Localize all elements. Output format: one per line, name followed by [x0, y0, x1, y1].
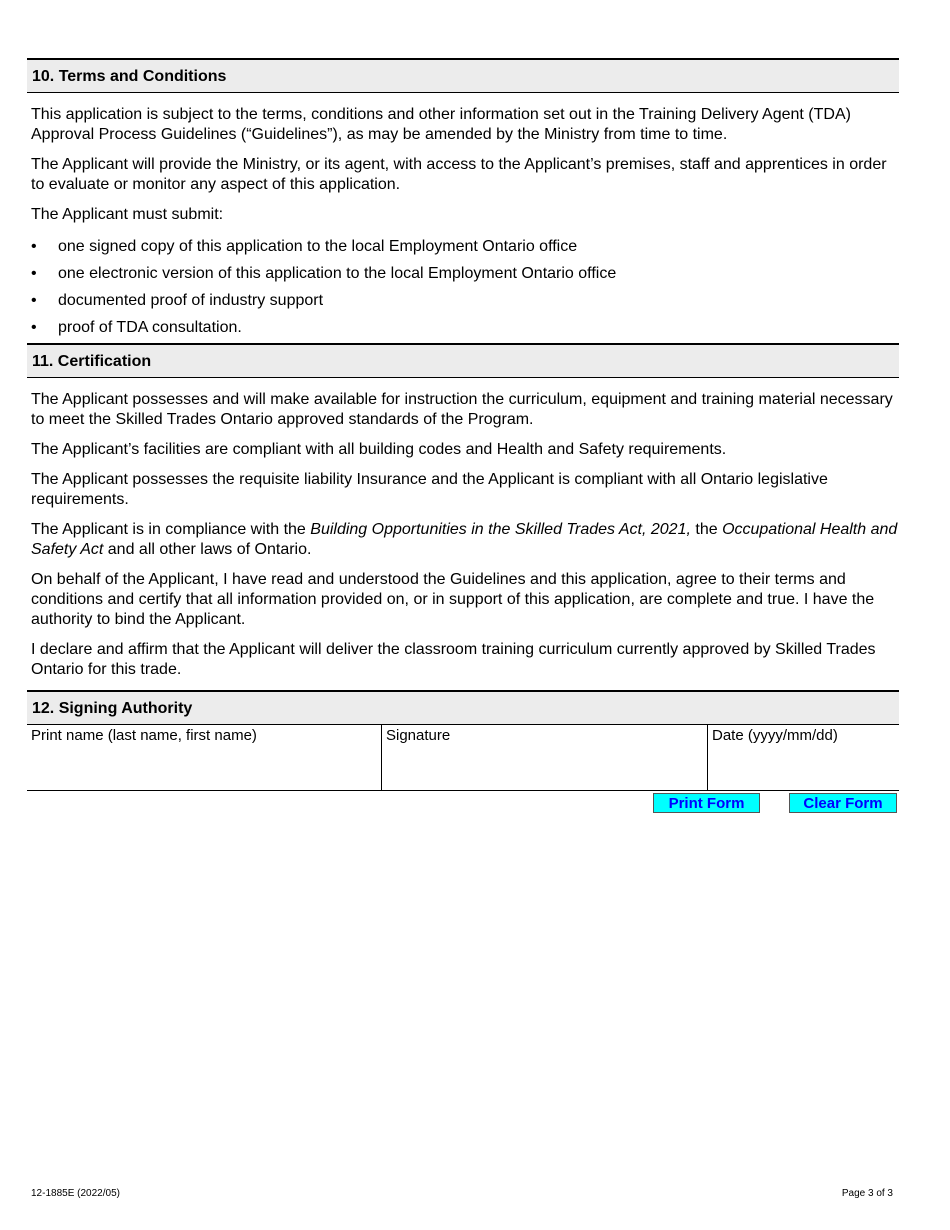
act-name-skilled-trades: Building Opportunities in the Skilled Trades Act, 2021,: [310, 521, 691, 538]
print-form-button[interactable]: Print Form: [653, 793, 760, 813]
bullet-icon: •: [31, 319, 37, 336]
signing-authority-row: [27, 725, 899, 791]
bullet-icon: •: [31, 292, 37, 309]
signature-field[interactable]: [382, 725, 708, 790]
clear-form-button[interactable]: Clear Form: [789, 793, 897, 813]
certification-paragraph-4: The Applicant is in compliance with the Building Opportunities in the Skilled Trades Act, 2021, the Occupational Health and Safety Act and all other laws of Ontario.: [31, 521, 898, 558]
print-name-label: Print name (last name, first name): [31, 727, 257, 744]
form-page: [27, 58, 899, 817]
bullet-icon: •: [31, 265, 37, 282]
form-code: 12-1885E (2022/05): [31, 1188, 120, 1199]
section-11-header: 11. Certification: [27, 343, 899, 378]
bullet-icon: •: [31, 238, 37, 255]
certification-paragraph-6: I declare and affirm that the Applicant will deliver the classroom training curriculum currently approved by Skilled Trades Ontario for this trade.: [31, 641, 876, 678]
page-number: Page 3 of 3: [841, 1188, 893, 1199]
terms-paragraph-1: This application is subject to the terms, conditions and other information set out in the Training Delivery Agent (TDA) Approval Process Guidelines (“Guidelines”), as may be amended by the Ministry from time to time.: [31, 106, 851, 143]
terms-paragraph-2: The Applicant will provide the Ministry, or its agent, with access to the Applicant’s premises, staff and apprentices in order to evaluate or monitor any aspect of this application.: [31, 156, 887, 193]
act-name-ohsa: Occupational Health and Safety Act: [31, 521, 898, 558]
certification-paragraph-2: The Applicant’s facilities are compliant with all building codes and Health and Safety requirements.: [31, 441, 727, 458]
list-item: [27, 291, 899, 311]
certification-paragraph-3: The Applicant possesses the requisite liability Insurance and the Applicant is compliant with all Ontario legislative requirements.: [31, 471, 828, 508]
certification-paragraph-5: On behalf of the Applicant, I have read and understood the Guidelines and this application, agree to their terms and conditions and certify that all information provided on, or in support of this application, are complete and true. I have the authority to bind the Applicant.: [31, 571, 875, 628]
terms-paragraph-3: The Applicant must submit:: [31, 206, 224, 223]
date-field[interactable]: [708, 725, 899, 790]
list-item-text: one signed copy of this application to the local Employment Ontario office: [58, 238, 578, 255]
section-12-header: 12. Signing Authority: [27, 690, 899, 725]
signature-label: Signature: [386, 727, 451, 744]
list-item: [27, 318, 899, 338]
list-item-text: proof of TDA consultation.: [58, 319, 242, 336]
section-10-header: 10. Terms and Conditions: [27, 58, 899, 93]
list-item-text: documented proof of industry support: [58, 292, 324, 309]
certification-paragraph-1: The Applicant possesses and will make available for instruction the curriculum, equipment and training material necessary to meet the Skilled Trades Ontario approved standards of the Program.: [31, 391, 893, 428]
date-label: Date (yyyy/mm/dd): [712, 727, 838, 744]
list-item-text: one electronic version of this application to the local Employment Ontario office: [58, 265, 617, 282]
submission-list: [27, 237, 899, 338]
list-item: [27, 264, 899, 284]
print-name-field[interactable]: [27, 725, 382, 790]
form-buttons: [27, 791, 899, 817]
list-item: [27, 237, 899, 257]
